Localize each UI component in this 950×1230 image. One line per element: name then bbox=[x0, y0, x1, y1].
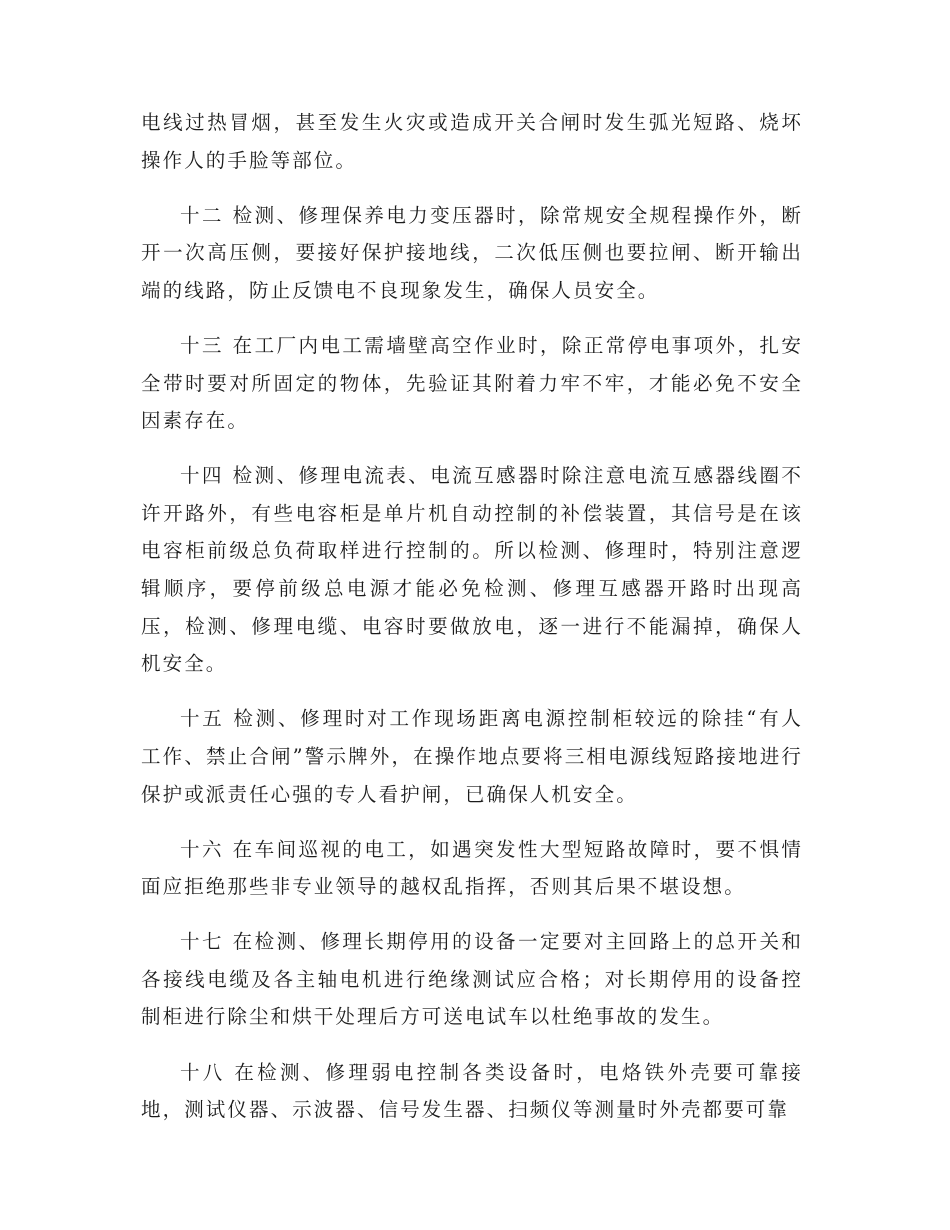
paragraph-continuation bbox=[141, 104, 803, 179]
paragraph-text: 在工厂内电工需墙壁高空作业时，除正常停电事项外，扎安全带时要对所固定的物体，先验证其附着力牢不牢，才能必免不安全因素存在。 bbox=[141, 333, 803, 433]
paragraph-number: 十八 bbox=[180, 1060, 226, 1084]
paragraph-text: 在车间巡视的电工，如遇突发性大型短路故障时，要不惧情面应拒绝那些非专业领导的越权乱指挥，否则其后果不堪设想。 bbox=[141, 837, 803, 899]
paragraph-item-18 bbox=[141, 1054, 803, 1129]
paragraph-item-12 bbox=[141, 197, 803, 310]
paragraph-item-13 bbox=[141, 327, 803, 440]
paragraph-item-16 bbox=[141, 831, 803, 906]
paragraph-text: 在检测、修理长期停用的设备一定要对主回路上的总开关和各接线电缆及各主轴电机进行绝缘测试应合格；对长期停用的设备控制柜进行除尘和烘干处理后方可送电试车以杜绝事故的发生。 bbox=[141, 930, 803, 1029]
paragraph-number: 十五 bbox=[180, 707, 225, 731]
paragraph-number: 十三 bbox=[180, 333, 224, 357]
paragraph-text: 电线过热冒烟，甚至发生火灾或造成开关合闸时发生弧光短路、烧坏操作人的手脸等部位。 bbox=[141, 111, 803, 172]
paragraph-number: 十七 bbox=[180, 930, 224, 954]
paragraph-number: 十二 bbox=[180, 203, 224, 227]
paragraph-item-17 bbox=[141, 923, 803, 1036]
paragraph-text: 在检测、修理弱电控制各类设备时，电烙铁外壳要可靠接地，测试仪器、示波器、信号发生器、扫频仪等测量时外壳都要可靠 bbox=[141, 1060, 803, 1122]
paragraph-item-15 bbox=[141, 700, 803, 813]
paragraph-text: 检测、修理电流表、电流互感器时除注意电流互感器线圈不许开路外，有些电容柜是单片机自动控制的补偿装置，其信号是在该电容柜前级总负荷取样进行控制的。所以检测、修理时，特别注意逻辑顺序，要停前级总电源才能必免检测、修理互感器开路时出现高压，检测、修理电缆、电容时要做放电，逐一进行不能漏掉，确保人机安全。 bbox=[141, 464, 803, 676]
paragraph-item-14 bbox=[141, 457, 803, 683]
paragraph-number: 十六 bbox=[180, 837, 224, 861]
paragraph-text: 检测、修理保养电力变压器时，除常规安全规程操作外，断开一次高压侧，要接好保护接地线，二次低压侧也要拉闸、断开输出端的线路，防止反馈电不良现象发生，确保人员安全。 bbox=[141, 203, 803, 302]
document-body bbox=[141, 104, 803, 1146]
paragraph-text: 检测、修理时对工作现场距离电源控制柜较远的除挂“有人工作、禁止合闸”警示牌外，在操作地点要将三相电源线短路接地进行保护或派责任心强的专人看护闸，已确保人机安全。 bbox=[141, 707, 803, 806]
paragraph-number: 十四 bbox=[180, 464, 224, 488]
